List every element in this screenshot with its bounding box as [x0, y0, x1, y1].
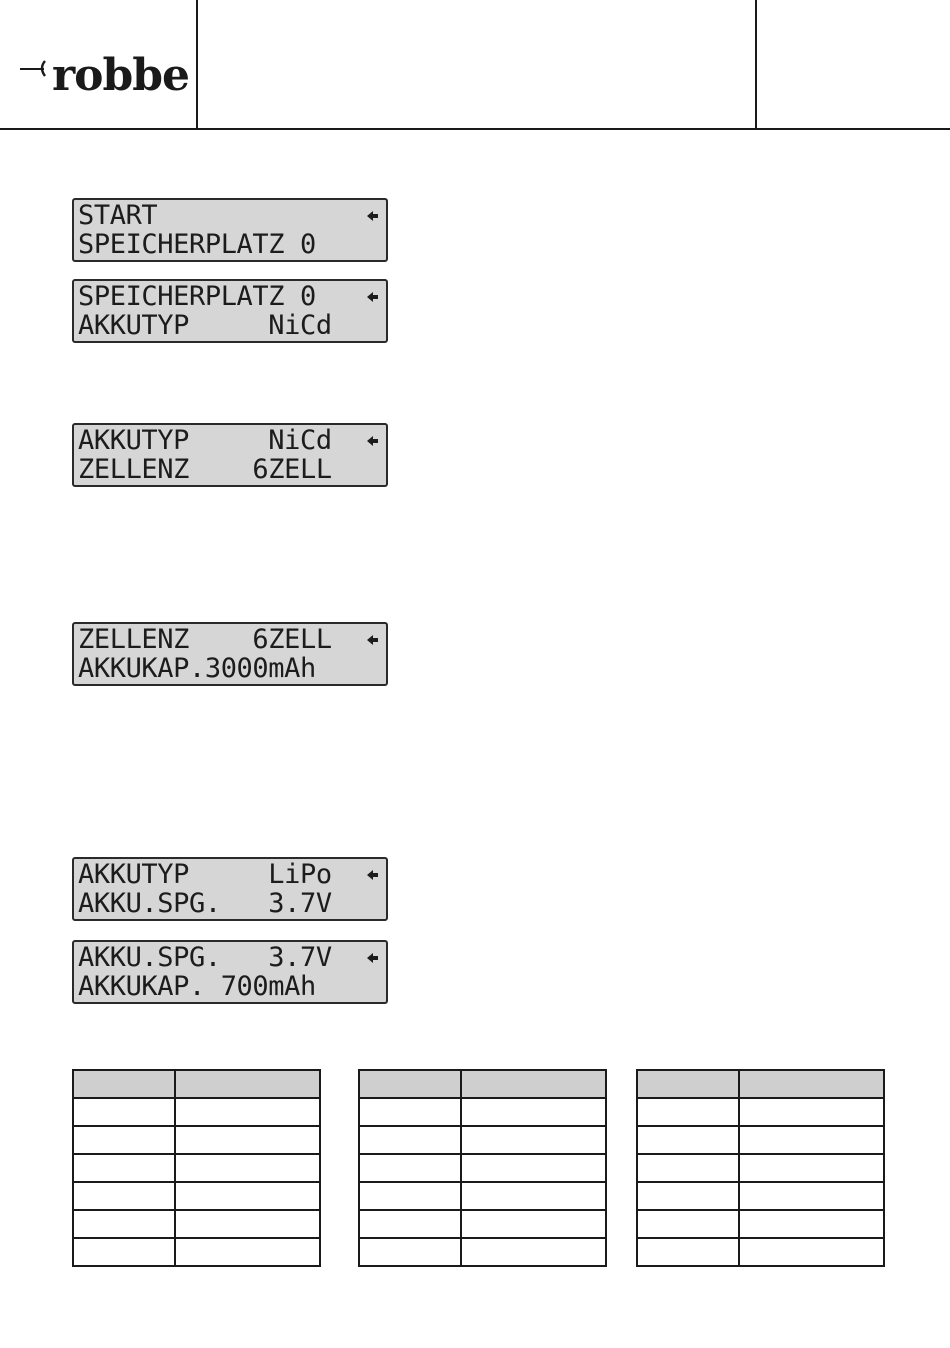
table-row: [637, 1182, 884, 1210]
lcd-line-1: AKKU.SPG. 3.7V: [78, 942, 332, 973]
table-cell: [739, 1238, 884, 1266]
table-cell: [359, 1098, 461, 1126]
table-row: [73, 1210, 320, 1238]
table-cell: [461, 1154, 606, 1182]
lcd-display: [72, 423, 388, 487]
table-row: [359, 1098, 606, 1126]
table-cell: [739, 1182, 884, 1210]
enter-arrow-icon: [364, 289, 380, 305]
table-cell: [739, 1070, 884, 1098]
table-cell: [359, 1238, 461, 1266]
table-cell: [461, 1098, 606, 1126]
table-row: [637, 1238, 884, 1266]
lcd-line-1: ZELLENZ 6ZELL: [78, 624, 332, 655]
table-cell: [461, 1182, 606, 1210]
page-header: [0, 0, 950, 130]
lcd-line-1: START: [78, 200, 158, 231]
table-cell: [175, 1154, 320, 1182]
table-cell: [637, 1070, 739, 1098]
table-cell: [175, 1070, 320, 1098]
enter-arrow-icon: [364, 632, 380, 648]
table-row: [73, 1098, 320, 1126]
table-cell: [73, 1098, 175, 1126]
lcd-line-1: AKKUTYP NiCd: [78, 425, 332, 456]
data-table: [72, 1069, 321, 1267]
table-header-row: [73, 1070, 320, 1098]
table-cell: [175, 1210, 320, 1238]
table-row: [359, 1238, 606, 1266]
table-header-row: [359, 1070, 606, 1098]
header-rule: [0, 128, 950, 130]
table-cell: [637, 1182, 739, 1210]
table-cell: [73, 1210, 175, 1238]
table-cell: [175, 1098, 320, 1126]
table-cell: [73, 1154, 175, 1182]
header-divider: [755, 0, 757, 129]
lcd-line-2: AKKUKAP. 700mAh: [78, 971, 316, 1002]
lcd-line-2: AKKUKAP.3000mAh: [78, 653, 316, 684]
table-cell: [175, 1182, 320, 1210]
table-row: [359, 1126, 606, 1154]
table-cell: [739, 1210, 884, 1238]
table-cell: [637, 1126, 739, 1154]
enter-arrow-icon: [364, 867, 380, 883]
lcd-line-2: AKKUTYP NiCd: [78, 310, 332, 341]
table-cell: [739, 1098, 884, 1126]
robbe-logo: [18, 50, 190, 101]
lcd-display: [72, 857, 388, 921]
table-row: [637, 1154, 884, 1182]
table-cell: [359, 1154, 461, 1182]
table-cell: [175, 1126, 320, 1154]
lcd-display: [72, 622, 388, 686]
table-row: [637, 1210, 884, 1238]
table-cell: [359, 1210, 461, 1238]
logo-wordmark: robbe: [52, 50, 190, 101]
table-row: [637, 1098, 884, 1126]
enter-arrow-icon: [364, 433, 380, 449]
lcd-line-2: SPEICHERPLATZ 0: [78, 229, 316, 260]
table-row: [359, 1154, 606, 1182]
table-cell: [637, 1210, 739, 1238]
lcd-display: [72, 279, 388, 343]
table-cell: [637, 1154, 739, 1182]
table-cell: [359, 1126, 461, 1154]
table-cell: [637, 1238, 739, 1266]
table-cell: [637, 1098, 739, 1126]
data-table: [358, 1069, 607, 1267]
lcd-line-2: AKKU.SPG. 3.7V: [78, 888, 332, 919]
table-cell: [73, 1238, 175, 1266]
table-row: [73, 1154, 320, 1182]
table-cell: [461, 1210, 606, 1238]
table-row: [73, 1126, 320, 1154]
header-divider: [196, 0, 198, 129]
table-cell: [461, 1070, 606, 1098]
enter-arrow-icon: [364, 950, 380, 966]
table-cell: [175, 1238, 320, 1266]
lcd-line-1: AKKUTYP LiPo: [78, 859, 332, 890]
table-cell: [461, 1238, 606, 1266]
data-table: [636, 1069, 885, 1267]
table-row: [637, 1126, 884, 1154]
enter-arrow-icon: [364, 208, 380, 224]
table-cell: [73, 1182, 175, 1210]
lcd-display: [72, 940, 388, 1004]
table-row: [359, 1210, 606, 1238]
table-cell: [739, 1126, 884, 1154]
table-header-row: [637, 1070, 884, 1098]
lcd-line-1: SPEICHERPLATZ 0: [78, 281, 316, 312]
table-cell: [73, 1070, 175, 1098]
table-cell: [73, 1126, 175, 1154]
table-row: [73, 1182, 320, 1210]
plane-icon: [18, 52, 52, 98]
table-row: [359, 1182, 606, 1210]
table-cell: [739, 1154, 884, 1182]
table-cell: [359, 1070, 461, 1098]
table-cell: [461, 1126, 606, 1154]
lcd-display: [72, 198, 388, 262]
table-cell: [359, 1182, 461, 1210]
lcd-line-2: ZELLENZ 6ZELL: [78, 454, 332, 485]
table-row: [73, 1238, 320, 1266]
